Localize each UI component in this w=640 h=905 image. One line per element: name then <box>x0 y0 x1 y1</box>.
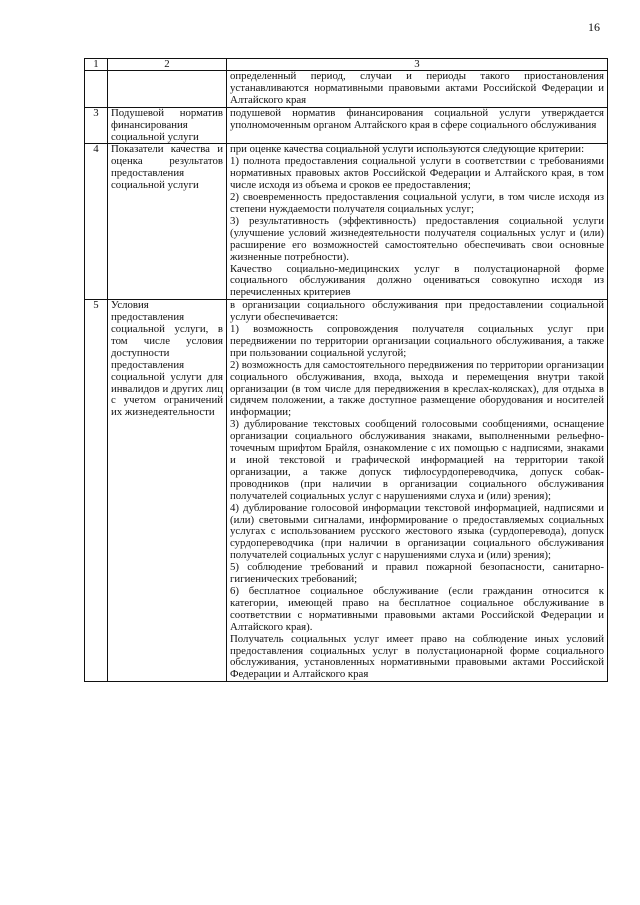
header-col-1: 1 <box>85 59 108 71</box>
header-col-3: 3 <box>227 59 608 71</box>
content-list-item: 5) соблюдение требований и правил пожарной безопасности, санитарно-гигиенических требований; <box>230 561 604 586</box>
services-table <box>84 58 608 682</box>
row-name-text: Подушевой норматив финансирования социальной услуги <box>111 106 223 143</box>
row-number: 3 <box>85 107 108 144</box>
row-content <box>227 71 608 108</box>
content-list-item: 3) дублирование текстовых сообщений голосовыми сообщениями, оснащение организации социального обслуживания знаками, выполненными рельефно-точечным шрифтом Брайля, ознакомление с их помощью с надписями, знаками и иной текстовой и графической информацией на территории такой организации, а также допуск тифлосурдопереводчика, допуск собак-проводников (при наличии в организации социального обслуживания получателей социальных услуг с нарушениями слуха и (или) зрения); <box>230 418 604 502</box>
row-name <box>108 107 227 144</box>
content-paragraph: Качество социально-медицинских услуг в полустационарной форме социального обслуживания должно оцениваться совокупно исходя из перечисленных критериев <box>230 262 604 299</box>
table-header-row <box>85 59 608 71</box>
table-row <box>85 144 608 300</box>
row-number: 5 <box>85 300 108 682</box>
content-list-item: 6) бесплатное социальное обслуживание (если гражданин относится к категории, имеющей право на бесплатное социальное обслуживание в соответствии с нормативными правовыми актами Российской Федерации и Алтайского края). <box>230 584 604 633</box>
table-row <box>85 107 608 144</box>
content-intro: при оценке качества социальной услуги используются следующие критерии: <box>230 143 585 156</box>
content-list-item: 2) своевременность предоставления социальной услуги, в том числе исходя из степени нуждаемости получателя социальных услуг; <box>230 191 604 215</box>
content-list-item: 1) полнота предоставления социальной услуги в соответствии с требованиями нормативных правовых актов Российской Федерации и Алтайского края, в том числе исходя из объема и сроков ее предоставления; <box>230 155 604 192</box>
row-number <box>85 71 108 108</box>
row-name-text: Показатели качества и оценка результатов предоставления социальной услуги <box>111 143 223 192</box>
row-number: 4 <box>85 144 108 300</box>
content-intro: в организации социального обслуживания при предоставлении социальной услуги обеспечивается: <box>230 299 604 324</box>
table-row <box>85 300 608 682</box>
header-col-2: 2 <box>108 59 227 71</box>
row-name <box>108 71 227 108</box>
content-list-item: 3) результативность (эффективность) предоставления социальной услуги (улучшение условий жизнедеятельности получателя социальных услуг и (или) расширение его возможностей самостоятельно обеспечивать свои основные жизненные потребности). <box>230 214 604 263</box>
row-name <box>108 144 227 300</box>
row-content <box>227 144 608 300</box>
row-name <box>108 300 227 682</box>
page-number: 16 <box>588 20 600 34</box>
table-row <box>85 71 608 108</box>
row-content <box>227 300 608 682</box>
content-paragraph: определенный период, случаи и периоды такого приостановления устанавливаются нормативными правовыми актами Российской Федерации и Алтайского края <box>230 70 604 106</box>
content-list-item: 1) возможность сопровождения получателя социальных услуг при передвижении по территории организации социального обслуживания, а также при пользовании социальной услугой; <box>230 323 604 359</box>
content-paragraph: Получатель социальных услуг имеет право на соблюдение иных условий предоставления социальных услуг в полустационарной форме социального обслуживания, установленных нормативными правовыми актами Российской Федерации и Алтайского края <box>230 632 604 681</box>
content-paragraph: подушевой норматив финансирования социальной услуги утверждается уполномоченным органом Алтайского края в сфере социального обслуживания <box>230 106 604 131</box>
row-content <box>227 107 608 144</box>
content-list-item: 4) дублирование голосовой информации текстовой информацией, надписями и (или) световыми сигналами, информирование о предоставляемых социальных услугах с использованием русского жестового языка (сурдоперевода), допуск сурдопереводчика (при наличии в организации социального обслуживания получателей социальных услуг с нарушениями слуха и (или) зрения); <box>230 501 604 562</box>
content-list-item: 2) возможность для самостоятельного передвижения по территории организации социального обслуживания, входа, выхода и перемещения внутри такой организации (в том числе для передвижения в креслах-колясках), для отдыха в сидячем положении, а также доступное размещение оборудования и носителей информации; <box>230 358 604 419</box>
row-name-text: Условия предоставления социальной услуги, в том числе условия доступности предоставления социальной услуги для инвалидов и других лиц с учетом ограничений их жизнедеятельности <box>111 299 223 419</box>
